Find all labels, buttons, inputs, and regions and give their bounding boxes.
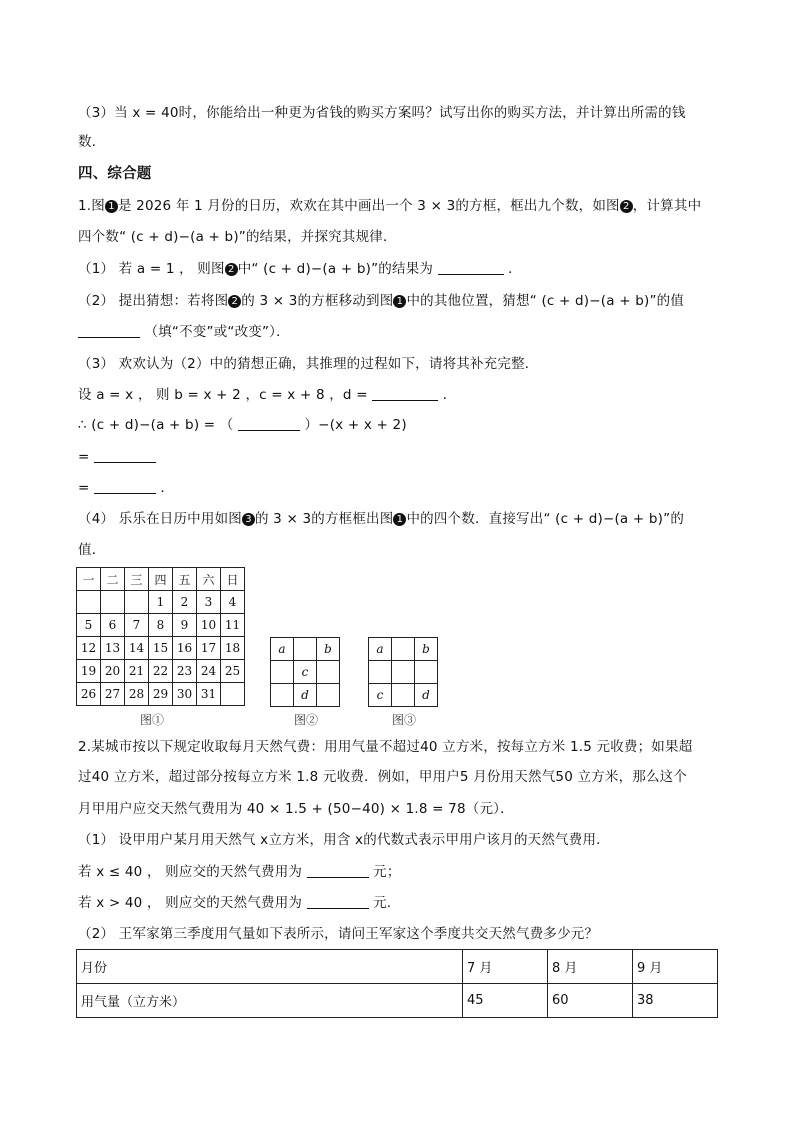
figure-3-grid — [368, 637, 438, 707]
p1-intro-b: 是 2026 年 1 月份的日历，欢欢在其中画出一个 3 × 3的方框，框出九个数，如图 — [117, 198, 620, 214]
calendar-week-row — [77, 614, 245, 637]
prev-q3-line1: （3）当 x = 40时，你能给出一种更为省钱的购买方案吗？试写出你的购买方法，并计算出所需的钱 — [78, 105, 686, 121]
p1-s3-line2 — [78, 385, 718, 405]
p2-s2: （2） 王军家第三季度用气量如下表所示，请问王军家这个季度共交天然气费多少元？ — [78, 926, 599, 942]
grid-cell — [271, 661, 294, 684]
calendar-day-cell: 6 — [101, 614, 125, 637]
grid-cell: d — [415, 684, 438, 707]
calendar-header-cell: 一 — [77, 568, 101, 591]
grid-row — [369, 684, 438, 707]
grid-row — [271, 638, 340, 661]
calendar-header-cell: 日 — [221, 568, 245, 591]
circled-2-icon: 2 — [228, 295, 241, 308]
grid-cell — [392, 684, 415, 707]
calendar-week-row — [77, 637, 245, 660]
calendar-day-cell — [125, 591, 149, 614]
answer-blank[interactable] — [438, 260, 504, 275]
p1-s3-line3-a: ∴ (c + d)−(a + b) = （ — [78, 417, 234, 433]
table-header-cell: 月份 — [77, 950, 463, 984]
calendar-day-cell: 27 — [101, 683, 125, 706]
calendar-day-cell: 9 — [173, 614, 197, 637]
table-cell: 用气量（立方米） — [77, 984, 463, 1018]
calendar-header-cell: 四 — [149, 568, 173, 591]
calendar-header-cell: 三 — [125, 568, 149, 591]
calendar-day-cell: 28 — [125, 683, 149, 706]
section-title: 四、综合题 — [78, 166, 152, 182]
prev-q3-line2: 数． — [78, 134, 106, 150]
p1-s1 — [78, 259, 718, 279]
p2-s1-a — [78, 862, 718, 882]
p2-s1-b-post: 元． — [373, 895, 401, 911]
p1-s3-line5-b: ． — [160, 480, 175, 496]
circled-1-icon: 1 — [105, 200, 118, 213]
p1-s3-line5 — [78, 478, 718, 498]
grid-cell: c — [294, 661, 317, 684]
answer-blank[interactable] — [238, 416, 300, 431]
p2-s1: （1） 设甲用户某月用天然气 x立方米，用含 x的代数式表示甲用户该月的天然气费用． — [78, 832, 610, 848]
p1-s2-c: 中的其他位置，猜想“ (c + d)−(a + b)”的值 — [406, 293, 685, 309]
figure-2-caption: 图② — [294, 713, 319, 727]
calendar-day-cell: 13 — [101, 637, 125, 660]
grid-cell: b — [415, 638, 438, 661]
circled-3-icon: 3 — [242, 513, 255, 526]
p1-s3-line4 — [78, 447, 718, 467]
p2-line3: 月甲用户应交天然气费用为 40 × 1.5 + (50−40) × 1.8 = 78（元）． — [78, 801, 514, 817]
table-row — [77, 984, 718, 1018]
table-header-cell: 7 月 — [463, 950, 548, 984]
calendar-day-cell: 29 — [149, 683, 173, 706]
calendar-week-row — [77, 660, 245, 683]
grid-cell: b — [317, 638, 340, 661]
p1-line2: 四个数“ (c + d)−(a + b)”的结果，并探究其规律． — [78, 229, 397, 245]
p1-s2-line2-text: （填“不变”或“改变”）． — [144, 324, 290, 340]
grid-cell — [369, 661, 392, 684]
grid-row — [369, 638, 438, 661]
grid-cell — [317, 684, 340, 707]
calendar-day-cell: 12 — [77, 637, 101, 660]
calendar-day-cell: 7 — [125, 614, 149, 637]
calendar-figure — [76, 567, 245, 706]
calendar-day-cell: 26 — [77, 683, 101, 706]
p1-intro-c: ，计算其中 — [632, 198, 702, 214]
table-header-cell: 8 月 — [548, 950, 633, 984]
p1-s1-a: （1） 若 a = 1 ， 则图 — [78, 261, 225, 277]
calendar-day-cell: 3 — [197, 591, 221, 614]
grid-cell — [294, 638, 317, 661]
grid-cell: a — [271, 638, 294, 661]
calendar-day-cell: 24 — [197, 660, 221, 683]
calendar-week-row — [77, 683, 245, 706]
calendar-day-cell — [77, 591, 101, 614]
calendar-day-cell: 8 — [149, 614, 173, 637]
grid-cell — [415, 661, 438, 684]
circled-1-icon: 1 — [393, 513, 406, 526]
p2-s1-b — [78, 893, 718, 913]
calendar-day-cell: 14 — [125, 637, 149, 660]
answer-blank[interactable] — [372, 386, 438, 401]
calendar-header-cell: 六 — [197, 568, 221, 591]
grid-cell — [271, 684, 294, 707]
calendar-day-cell: 5 — [77, 614, 101, 637]
calendar-day-cell: 20 — [101, 660, 125, 683]
grid-cell — [392, 661, 415, 684]
grid-cell: a — [369, 638, 392, 661]
calendar-day-cell: 17 — [197, 637, 221, 660]
p1-s2-a: （2） 提出猜想：若将图 — [78, 293, 229, 309]
grid-cell — [317, 661, 340, 684]
circled-1-icon: 1 — [393, 295, 406, 308]
answer-blank[interactable] — [78, 323, 140, 338]
grid-row — [271, 684, 340, 707]
figure-3-caption: 图③ — [392, 713, 417, 727]
calendar-day-cell: 31 — [197, 683, 221, 706]
calendar-header-cell: 二 — [101, 568, 125, 591]
calendar-header-cell: 五 — [173, 568, 197, 591]
grid-cell: d — [294, 684, 317, 707]
calendar-day-cell: 4 — [221, 591, 245, 614]
calendar-day-cell: 15 — [149, 637, 173, 660]
table-cell: 45 — [463, 984, 548, 1018]
figure-2-grid — [270, 637, 340, 707]
grid-cell: c — [369, 684, 392, 707]
figure-1-caption: 图① — [140, 713, 165, 727]
p1-s3-line2-a: 设 a = x ， 则 b = x + 2 ，c = x + 8 ，d = — [78, 387, 368, 403]
p1-s4-a: （4） 乐乐在日历中用如图 — [78, 511, 242, 527]
grid-cell — [392, 638, 415, 661]
calendar-header-row — [77, 568, 245, 591]
p1-s4-c: 中的四个数．直接写出“ (c + d)−(a + b)”的 — [406, 511, 685, 527]
calendar-day-cell: 2 — [173, 591, 197, 614]
p1-s2-line2 — [78, 322, 718, 342]
calendar-day-cell: 22 — [149, 660, 173, 683]
p1-s4-line2: 值． — [78, 542, 106, 558]
calendar-day-cell: 10 — [197, 614, 221, 637]
calendar-day-cell — [101, 591, 125, 614]
equals-sign: = — [78, 480, 90, 496]
answer-blank[interactable] — [94, 448, 156, 463]
p1-intro — [78, 196, 718, 216]
calendar-week-row — [77, 591, 245, 614]
p1-s4 — [78, 509, 718, 529]
table-cell: 60 — [548, 984, 633, 1018]
p1-intro-a: 1.图 — [78, 198, 105, 214]
grid-row — [369, 661, 438, 684]
circled-2-icon: 2 — [225, 263, 238, 276]
grid-row — [271, 661, 340, 684]
table-header-cell: 9 月 — [633, 950, 718, 984]
equals-sign: = — [78, 449, 90, 465]
p1-s1-b: 中“ (c + d)−(a + b)”的结果为 — [237, 261, 434, 277]
calendar-day-cell: 11 — [221, 614, 245, 637]
p1-s1-c: ． — [508, 261, 522, 277]
gas-usage-table — [76, 949, 718, 1018]
calendar-day-cell: 19 — [77, 660, 101, 683]
calendar-day-cell: 18 — [221, 637, 245, 660]
answer-blank[interactable] — [94, 479, 156, 494]
p2-s1-b-pre: 若 x > 40 ， 则应交的天然气费用为 — [78, 895, 303, 911]
calendar-day-cell: 1 — [149, 591, 173, 614]
circled-2-icon: 2 — [620, 200, 633, 213]
calendar-day-cell: 21 — [125, 660, 149, 683]
table-cell: 38 — [633, 984, 718, 1018]
answer-blank[interactable] — [307, 863, 369, 878]
p2-line2: 过40 立方米，超过部分按每立方米 1.8 元收费．例如，甲用户5 月份用天然气50 立方米，那么这个 — [78, 769, 688, 785]
p1-s3-line2-b: ． — [442, 387, 457, 403]
calendar-day-cell — [221, 683, 245, 706]
calendar-day-cell: 25 — [221, 660, 245, 683]
p2-line1: 2.某城市按以下规定收取每月天然气费：用用气量不超过40 立方米，按每立方米 1.5 元收费；如果超 — [78, 739, 693, 755]
p2-s1-a-post: 元； — [373, 864, 401, 880]
answer-blank[interactable] — [307, 894, 369, 909]
p1-s2-b: 的 3 × 3的方框移动到图 — [241, 293, 394, 309]
p1-s2 — [78, 291, 718, 311]
p1-s3-line3 — [78, 415, 718, 435]
calendar-day-cell: 16 — [173, 637, 197, 660]
p2-s1-a-pre: 若 x ≤ 40 ， 则应交的天然气费用为 — [78, 864, 303, 880]
table-row — [77, 950, 718, 984]
p1-s3-line1: （3） 欢欢认为（2）中的猜想正确，其推理的过程如下，请将其补充完整． — [78, 356, 539, 372]
p1-s3-line3-b: ）−(x + x + 2) — [304, 417, 407, 433]
p1-s4-b: 的 3 × 3的方框框出图 — [254, 511, 394, 527]
calendar-day-cell: 23 — [173, 660, 197, 683]
calendar-day-cell: 30 — [173, 683, 197, 706]
